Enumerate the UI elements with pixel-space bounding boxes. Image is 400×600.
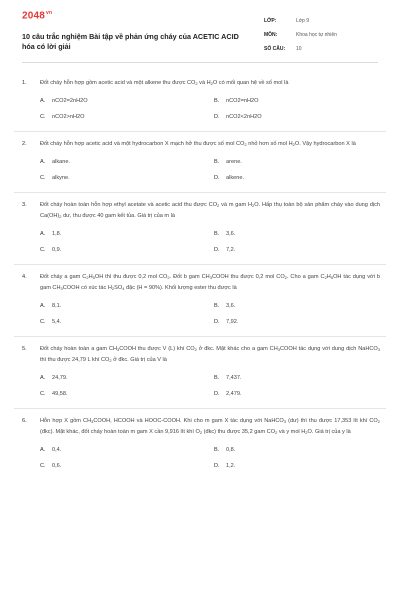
answer-option[interactable] (214, 373, 364, 384)
meta-label: LỚP: (264, 18, 277, 24)
meta-value: Lớp 9 (296, 18, 310, 24)
worksheet-meta (264, 17, 337, 59)
option-text: nCO2=nH2O (226, 98, 259, 104)
question-text: Hỗn hợp X gồm $CH_3COOH$, HCOOH và HOOC-COOH. Khi cho m gam X tác dụng với NaHCO$_3$ (dư) thì thu được 17,353 lít khí $CO_2$ (đkc). Mặt khác, đốt cháy hoàn toàn m gam X cần 9,916 lít khí $O_2$ (đkc) thu được 35,2 gam $CO_2$ và y mol $H_2O$. Giá trị của y là (40, 418, 380, 435)
question-item (14, 272, 386, 328)
option-letter: D. (214, 114, 220, 120)
option-text: nCO2<2nH2O (226, 114, 262, 120)
question-item (14, 78, 386, 123)
answer-options (40, 96, 386, 123)
question-text: Đốt cháy a gam $C_2H_5OH$ thì thu được 0,2 mol $CO_2$. Đốt b gam $CH_3COOH$ thu được 0,2 mol $CO_2$. Cho a gam $C_2H_5OH$ tác dụng với b gam $CH_3COOH$ có xúc tác $H_2SO_4$ đặc (H = 90%). Khối lượng ester thu được là (40, 274, 380, 291)
question-number: 1. (22, 80, 27, 86)
answer-options (40, 373, 386, 400)
option-letter: A. (40, 159, 46, 165)
option-letter: C. (40, 391, 46, 397)
option-text: 3,6. (226, 303, 236, 309)
option-text: 0,8. (226, 447, 236, 453)
option-text: 8,1. (52, 303, 62, 309)
site-logo[interactable] (22, 10, 52, 21)
question-text: Đốt cháy hỗn hợp acetic acid và một hydrocarbon X mạch hở thu được số mol $CO_2$ nhỏ hơn số mol $H_2O$. Vậy hydrocarbon X là (40, 141, 356, 147)
option-letter: A. (40, 98, 46, 104)
option-letter: A. (40, 231, 46, 237)
header-divider (22, 62, 378, 63)
option-text: 7,437. (226, 375, 242, 381)
option-letter: D. (214, 175, 220, 181)
answer-option[interactable] (40, 173, 214, 184)
worksheet-header (14, 0, 386, 62)
question-item (14, 344, 386, 400)
question-text: Đốt cháy hỗn hợp gồm acetic acid và một alkene thu được $CO_2$ và $H_2O$ có mối quan hệ về số mol là (40, 80, 289, 86)
option-text: 1,8. (52, 231, 62, 237)
option-text: 1,2. (226, 463, 236, 469)
question-item (14, 200, 386, 256)
logo-suffix: vn (46, 10, 53, 16)
answer-option[interactable] (40, 445, 214, 456)
option-letter: A. (40, 375, 46, 381)
option-letter: C. (40, 463, 46, 469)
answer-option[interactable] (214, 245, 364, 256)
answer-option[interactable] (40, 461, 214, 472)
question-divider (14, 264, 386, 265)
meta-label: SỐ CÂU: (264, 46, 286, 52)
answer-option[interactable] (214, 229, 364, 240)
answer-option[interactable] (40, 245, 214, 256)
question-item (14, 139, 386, 184)
option-text: 49,58. (52, 391, 68, 397)
option-letter: C. (40, 319, 46, 325)
answer-option[interactable] (214, 389, 364, 400)
option-text: nCO2=2nH2O (52, 98, 88, 104)
option-letter: D. (214, 391, 220, 397)
answer-option[interactable] (214, 173, 364, 184)
option-letter: B. (214, 98, 220, 104)
question-text: Đốt cháy hoàn toàn hỗn hợp ethyl acetate và acetic acid thu được $CO_2$ và m gam $H_2O$. Hấp thụ toàn bộ sản phẩm cháy vào dung dịch $Ca(OH)_2$ dư, thu được 40 gam kết tủa. Giá trị của m là (40, 202, 380, 219)
meta-row-subject (264, 31, 337, 45)
logo-text: 2048 (22, 10, 46, 22)
option-letter: B. (214, 159, 220, 165)
question-number: 6. (22, 418, 27, 424)
question-number: 4. (22, 274, 27, 280)
option-letter: B. (214, 447, 220, 453)
meta-value: Khoa học tự nhiên (296, 32, 337, 38)
worksheet-title: 10 câu trắc nghiệm Bài tập về phản ứng cháy của ACETIC ACID hóa có lời giải (22, 32, 239, 51)
answer-option[interactable] (40, 157, 214, 168)
option-text: 7,2. (226, 247, 236, 253)
option-text: 0,4. (52, 447, 62, 453)
question-text: Đốt cháy hoàn toàn a gam $CH_3COOH$ thu được V (L) khí $CO_2$ ở đkc. Mặt khác cho a gam $CH_3COOH$ tác dụng với dung dịch NaHCO$_3$ thì thu được 24,79 L khí $CO_2$ ở đkc. Giá trị của V là (40, 346, 381, 363)
option-text: 2,479. (226, 391, 242, 397)
question-divider (14, 192, 386, 193)
question-list (0, 78, 400, 472)
answer-option[interactable] (214, 96, 364, 107)
answer-options (40, 157, 386, 184)
meta-row-grade (264, 17, 337, 31)
question-number: 2. (22, 141, 27, 147)
option-letter: B. (214, 375, 220, 381)
option-letter: C. (40, 247, 46, 253)
answer-option[interactable] (40, 112, 214, 123)
option-text: 5,4. (52, 319, 62, 325)
answer-options (40, 301, 386, 328)
answer-option[interactable] (214, 112, 364, 123)
option-text: alkyne. (52, 175, 70, 181)
answer-option[interactable] (40, 229, 214, 240)
option-text: alkane. (52, 159, 71, 165)
option-letter: D. (214, 463, 220, 469)
option-letter: C. (40, 114, 46, 120)
option-letter: B. (214, 303, 220, 309)
option-text: 0,9. (52, 247, 62, 253)
option-letter: A. (40, 447, 46, 453)
question-number: 3. (22, 202, 27, 208)
question-divider (14, 408, 386, 409)
option-letter: C. (40, 175, 46, 181)
answer-option[interactable] (40, 301, 214, 312)
question-divider (14, 336, 386, 337)
meta-label: MÔN: (264, 32, 278, 38)
option-letter: D. (214, 319, 220, 325)
answer-options (40, 445, 386, 472)
option-text: 0,6. (52, 463, 62, 469)
option-letter: A. (40, 303, 46, 309)
option-letter: D. (214, 247, 220, 253)
answer-option[interactable] (40, 96, 214, 107)
option-text: 3,6. (226, 231, 236, 237)
answer-options (40, 229, 386, 256)
meta-value: 10 (296, 46, 302, 52)
answer-option[interactable] (40, 373, 214, 384)
answer-option[interactable] (214, 445, 364, 456)
question-item (14, 416, 386, 472)
option-text: nCO2>nH2O (52, 114, 85, 120)
answer-option[interactable] (214, 317, 364, 328)
question-divider (14, 131, 386, 132)
option-letter: B. (214, 231, 220, 237)
answer-option[interactable] (40, 389, 214, 400)
answer-option[interactable] (40, 317, 214, 328)
option-text: alkene. (226, 175, 245, 181)
option-text: arene. (226, 159, 242, 165)
answer-option[interactable] (214, 461, 364, 472)
answer-option[interactable] (214, 157, 364, 168)
option-text: 7,92. (226, 319, 239, 325)
question-number: 5. (22, 346, 27, 352)
option-text: 24,79. (52, 375, 68, 381)
answer-option[interactable] (214, 301, 364, 312)
meta-row-count (264, 45, 337, 59)
